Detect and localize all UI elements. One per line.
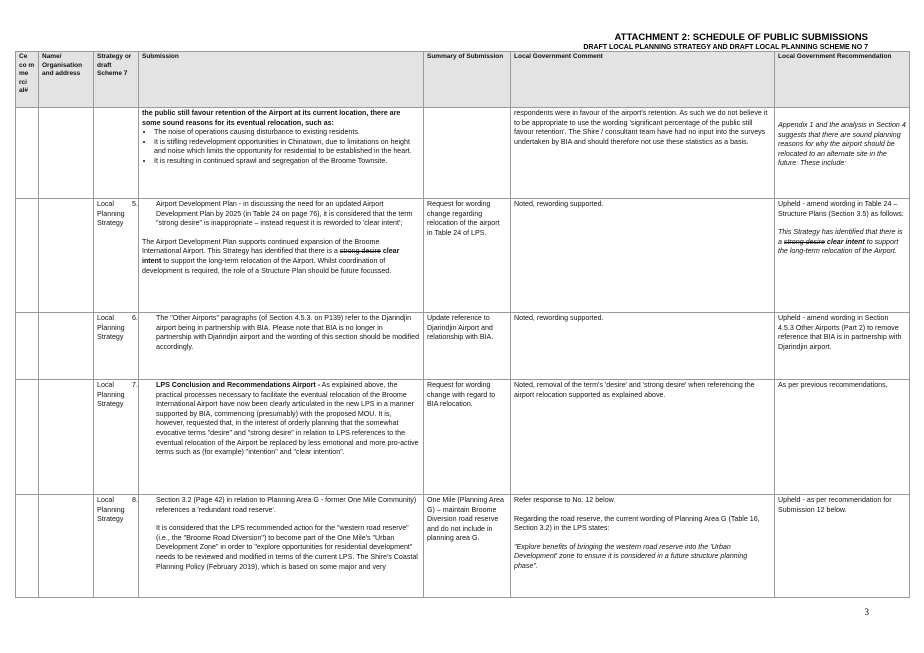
cell-submission: [132, 495, 424, 598]
cell-submission: [132, 199, 424, 313]
comment-quote: "Explore benefits of bringing the western road reserve into the 'Urban Development' zone to ensure it is considered in a future structure planning phase".: [514, 542, 748, 570]
bullet-item: • It is stifling redevelopment opportunities in Chinatown, due to limitations on height and noise which limits the opportunity for residential to be established in the heart.: [154, 138, 420, 157]
cell-commercial: [16, 313, 39, 380]
col-header-commercial: Ce co m me rci al#: [16, 52, 39, 108]
cell-strategy: [94, 108, 139, 199]
cell-strategy: Local Planning Strategy: [94, 495, 139, 598]
submission-text: Airport Development Plan - in discussing the need for an updated Airport Development Plan by 2025 (in Table 24 on page 76), it is considered that the term "strong desire" is inappropriate – instead request it is reworded to 'clear intent';: [156, 200, 413, 228]
recommendation-text: to support the long-term relocation of the Airport.: [778, 237, 899, 256]
inserted-text: clear intent: [142, 247, 400, 265]
inserted-text: clear intent: [824, 237, 865, 246]
submission-text: The "Other Airports" paragraphs (of Section 4.5.3. on P139) refer to the Djarindjin airport being in partnership with BIA. Please note that BIA is no longer in partnership with Djarindjin airport and the wording of this section should be modified accordingly.: [156, 314, 420, 351]
document-subtitle: DRAFT LOCAL PLANNING STRATEGY AND DRAFT LOCAL PLANNING SCHEME NO 7: [583, 44, 868, 51]
table-row: [16, 313, 910, 380]
submissions-table: [15, 51, 910, 598]
submission-heading: LPS Conclusion and Recommendations Airport -: [156, 381, 321, 389]
cell-submission: [132, 380, 424, 495]
cell-summary: Request for wording change with regard to BIA relocation.: [424, 380, 511, 495]
cell-summary: [424, 108, 511, 199]
cell-name: [39, 199, 94, 313]
cell-comment: respondents were in favour of the airport's retention. As such we do not believe it to be appropriate to use the wording 'significant percentage of the public still favour retention'. The Shire / consultant team have had no input into the surveys undertaken by BIA and should therefore not use these statistics as a basis.: [511, 108, 775, 199]
table-row: [16, 495, 910, 598]
recommendation-text: Upheld - amend wording in Table 24 – Structure Plans (Section 3.5) as follows:: [778, 200, 904, 218]
cell-name: [39, 313, 94, 380]
table-row: [16, 108, 910, 199]
comment-text: Regarding the road reserve, the current wording of Planning Area G (Table 16, Section 3.2) in the LPS states:: [514, 514, 760, 533]
submission-text: As explained above, the practical processes necessary to facilitate the eventual relocation of the Broome International Airport have now been clearly articulated in the new LPS in a manner supported by BIA, commencing (presumably) with the proposed MOU. It is, however, requested that, in the interest of orderly planning that the somewhat evocative terms "desire" and "strong desire" in relation to LPS references to the eventual relocation of the Airport be replaced by less emotional and more pro-active terms such as (for example) "intention" and "clear intention".: [156, 381, 419, 457]
comment-text: Refer response to No. 12 below.: [514, 496, 616, 504]
item-number: 5.: [132, 200, 138, 208]
cell-name: [39, 495, 94, 598]
cell-comment: Noted, removal of the term's 'desire' and 'strong desire' when referencing the airport relocation supported as explained above.: [511, 380, 775, 495]
table-row: [16, 199, 910, 313]
page-number: 3: [864, 607, 869, 617]
item-number: 7.: [132, 381, 138, 389]
table-header-row: [16, 52, 910, 108]
submission-bold-text: the public still favour retention of the Airport at its current location, there are some sound reasons for its eventual relocation, such as:: [142, 109, 401, 127]
col-header-strategy: Strategy or draft Scheme 7: [94, 52, 139, 108]
col-header-name: Name/ Organisation and address: [39, 52, 94, 108]
cell-summary: Request for wording change regarding relocation of the airport in Table 24 of LPS.: [424, 199, 511, 313]
cell-name: [39, 380, 94, 495]
col-header-comment: Local Government Comment: [511, 52, 775, 108]
struck-text: strong desire: [339, 247, 381, 256]
cell-commercial: [16, 199, 39, 313]
table-row: [16, 380, 910, 495]
cell-strategy: Local Planning Strategy: [94, 199, 139, 313]
cell-strategy: Local Planning Strategy: [94, 380, 139, 495]
submission-text: Section 3.2 (Page 42) in relation to Planning Area G - former One Mile Community) references a 'redundant road reserve'.: [156, 496, 417, 514]
cell-recommendation: [775, 199, 910, 313]
cell-commercial: [16, 380, 39, 495]
cell-submission: [139, 108, 424, 199]
submission-bullet-list: [142, 128, 420, 166]
recommendation-text: Appendix 1 and the analysis in Section 4 suggests that there are sound planning reasons for why the airport should be relocated to an alternate site in the future. These include:: [778, 121, 906, 168]
cell-comment: [511, 495, 775, 598]
col-header-recommendation: Local Government Recommendation: [775, 52, 910, 108]
submission-paragraph: [142, 238, 420, 276]
cell-recommendation: Upheld - amend wording in Section 4.5.3 Other Airports (Part 2) to remove reference that BIA is in partnership with Djarindjin airport.: [775, 313, 910, 380]
bullet-item: • The noise of operations causing disturbance to existing residents.: [154, 128, 420, 138]
cell-summary: Update reference to Djarindjin Airport and relationship with BIA.: [424, 313, 511, 380]
cell-comment: Noted, rewording supported.: [511, 313, 775, 380]
struck-text: strong desire: [783, 237, 825, 246]
cell-comment: Noted, rewording supported.: [511, 199, 775, 313]
cell-commercial: [16, 495, 39, 598]
item-number: 8.: [132, 496, 138, 504]
col-header-summary: Summary of Submission: [424, 52, 511, 108]
cell-summary: One Mile (Planning Area G) – maintain Broome Diversion road reserve and do not include in planning area G.: [424, 495, 511, 598]
item-number: 6.: [132, 314, 138, 322]
submission-text: to support the long-term relocation of the Airport. Whilst coordination of development is required, the role of a Structure Plan should be future focussed.: [142, 256, 392, 275]
col-header-submission: Submission: [139, 52, 424, 108]
cell-recommendation: As per previous recommendations.: [775, 380, 910, 495]
recommendation-text: This Strategy has identified that there is a: [778, 228, 903, 246]
document-title: ATTACHMENT 2: SCHEDULE OF PUBLIC SUBMISSIONS: [614, 32, 868, 43]
submission-text: The Airport Development Plan supports continued expansion of the Broome International Airport. This Strategy has identified that there is a: [142, 237, 380, 256]
cell-recommendation: Upheld - as per recommendation for Submission 12 below.: [775, 495, 910, 598]
bullet-item: • It is resulting in continued sprawl and segregation of the Broome Townsite.: [154, 157, 420, 167]
cell-name: [39, 108, 94, 199]
cell-submission: [132, 313, 424, 380]
cell-strategy: Local Planning Strategy: [94, 313, 139, 380]
cell-commercial: [16, 108, 39, 199]
recommendation-quote: [778, 228, 906, 257]
cell-recommendation: [775, 108, 910, 199]
submission-paragraph: It is considered that the LPS recommended action for the "western road reserve" (i.e., the "Broome Road Diversion") to become part of the One Mile's "Urban Development Zone" in order to "explore opportunities for residential development" needs to be reviewed and modified in terms of the current LPS. The Shire's Coastal Planning Policy (February 2019), which is based on some major and very: [156, 524, 418, 571]
